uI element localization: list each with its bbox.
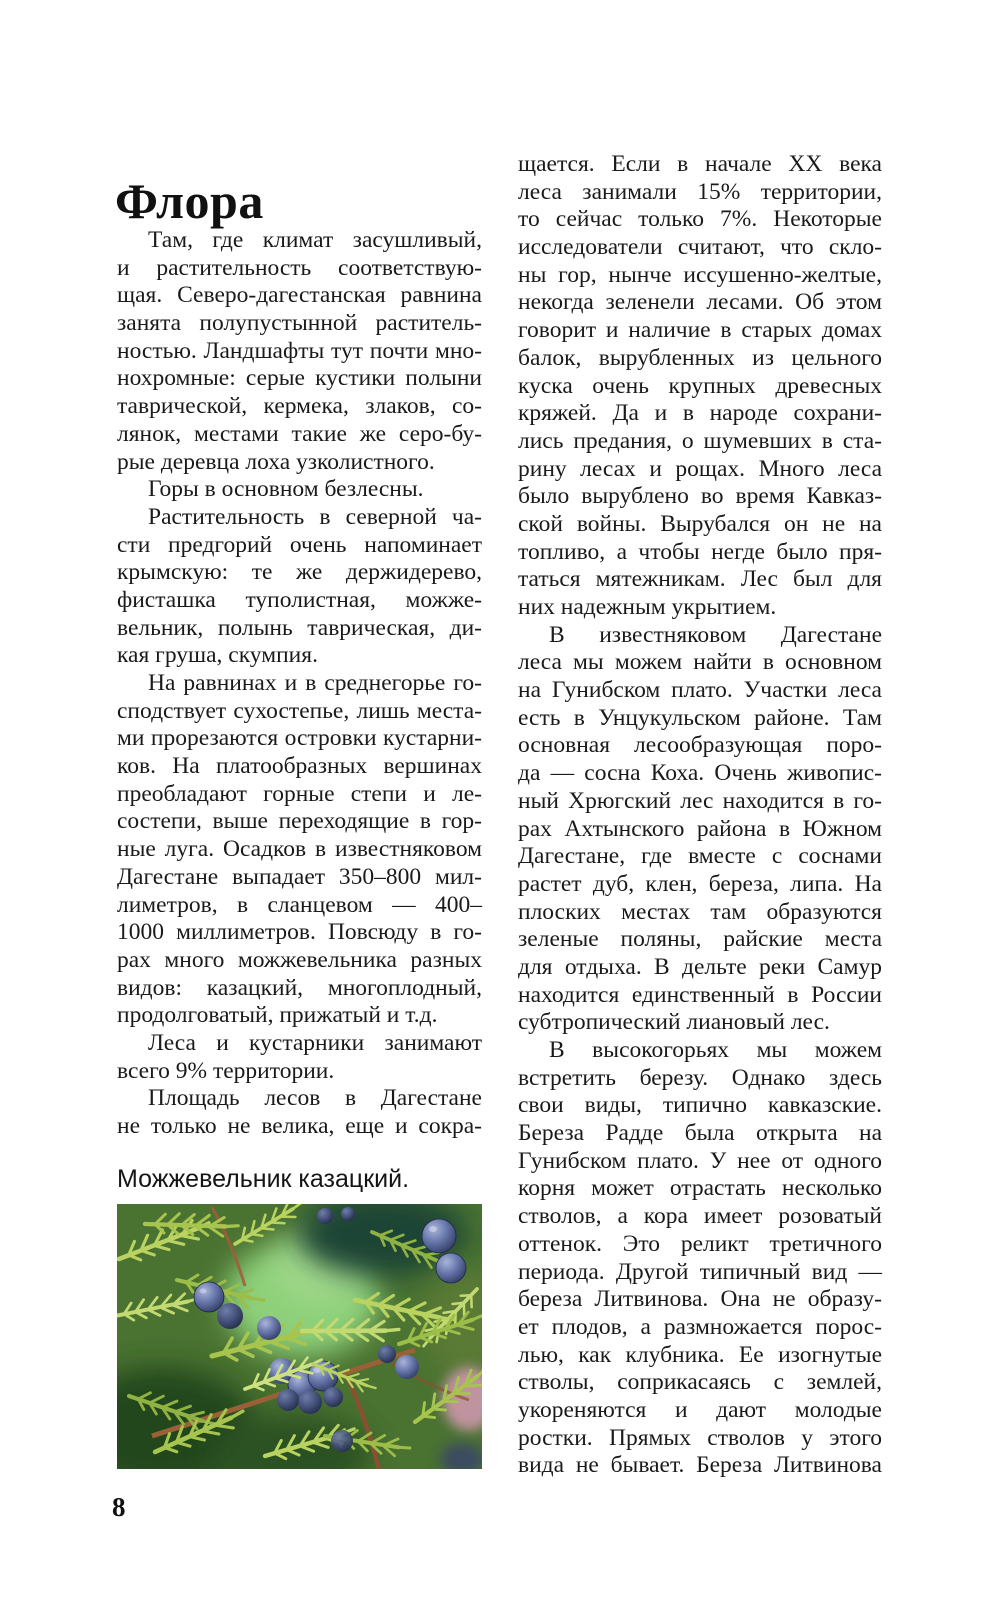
text-line: кряжей. Да и в народе сохрани- (518, 400, 882, 427)
text-line: и растительность соответствую- (117, 254, 482, 281)
text-line: укореняются и дают молодые (518, 1396, 882, 1423)
text-line: вельник, полынь таврическая, ди- (117, 614, 482, 641)
text-line: на Гунибском плато. Участки леса (518, 677, 882, 704)
text-line: Дагестане, где вместе с соснами (518, 843, 882, 870)
text-line: них надежным укрытием. (518, 594, 777, 620)
text-line: продолговатый, прижатый и т.д. (117, 1002, 438, 1029)
text-line: ской войны. Вырубался он не на (518, 510, 882, 537)
text-line: леса мы можем найти в основном (518, 649, 882, 676)
text-line: периода. Другой типичный вид — (518, 1258, 882, 1285)
text-line: было вырублено во время Кавказ- (518, 483, 882, 510)
page-number: 8 (112, 1492, 126, 1522)
text-line: преобладают горные степи и ле- (117, 780, 482, 807)
text-line: топливо, а чтобы негде было пря- (518, 538, 882, 565)
text-line: таврической, кермека, злаков, со- (117, 393, 482, 420)
text-line: ностью. Ландшафты тут почти мно- (117, 337, 482, 364)
text-line: кая груша, скумпия. (117, 642, 318, 669)
text-line: ны гор, нынче иссушенно-желтые, (518, 261, 882, 288)
text-line: На равнинах и в среднегорье го- (148, 670, 482, 696)
text-line: свои виды, типично кавказские. (518, 1092, 882, 1119)
text-line: основная лесообразующая поро- (518, 732, 882, 759)
text-line: занята полупустынной раститель- (117, 310, 482, 337)
text-line: корня может отрастать несколько (518, 1175, 882, 1202)
text-line: растет дуб, клен, береза, липа. На (518, 870, 882, 897)
text-line: В известняковом Дагестане (549, 621, 882, 648)
text-line: ми прорезаются островки кустарни- (117, 725, 482, 752)
text-line: таться мятежникам. Лес был для (518, 566, 882, 593)
text-line: Площадь лесов в Дагестане (148, 1085, 482, 1112)
photo-caption: Можжевельник казацкий. (117, 1165, 410, 1193)
text-line: береза Литвинова. Она не образу- (518, 1286, 882, 1313)
text-line: Там, где климат засушливый, (148, 227, 482, 253)
text-line: рину лесах и рощах. Много леса (518, 455, 882, 482)
text-line: Леса и кустарники занимают (148, 1029, 482, 1056)
text-line: встретить березу. Однако здесь (518, 1064, 882, 1091)
text-line: Береза Радде была открыта на (518, 1120, 882, 1147)
text-line: некогда зеленели лесами. Об этом (518, 289, 882, 316)
right-column (518, 151, 882, 1480)
text-line: крымскую: те же держидерево, (117, 559, 482, 586)
text-line: есть в Унцукульском районе. Там (518, 704, 882, 731)
text-line: щается. Если в начале XX века (518, 151, 882, 177)
text-line: зеленые поляны, райские места (518, 926, 882, 953)
text-line: Дагестане выпадает 350–800 мил- (117, 863, 482, 890)
text-line: находится единственный в России (518, 981, 882, 1008)
text-line: сподствует сухостепье, лишь места- (117, 697, 482, 724)
text-line: лиметров, в сланцевом — 400– (117, 891, 482, 918)
text-line: рые деревца лоха узколистного. (117, 448, 435, 475)
text-line: то сейчас только 7%. Некоторые (518, 206, 882, 233)
text-line: вида не бывает. Береза Литвинова (518, 1452, 882, 1479)
text-line: плоских местах там образуются (518, 898, 882, 925)
text-line: стволы, соприкасаясь с землей, (518, 1369, 882, 1396)
text-line: леса занимали 15% территории, (518, 178, 882, 205)
text-line: куска очень крупных древесных (518, 372, 882, 399)
text-line: рах Ахтынского района в Южном (518, 815, 882, 842)
juniper-photo (117, 1204, 482, 1469)
text-line: рах много можжевельника разных (117, 946, 482, 973)
text-line: щая. Северо-дагестанская равнина (117, 282, 482, 309)
text-line: субтропический лиановый лес. (518, 1009, 830, 1036)
text-line: оттенок. Это реликт третичного (518, 1230, 882, 1257)
page-title: Флора (115, 172, 264, 229)
text-line: состепи, выше переходящие в гор- (117, 808, 482, 835)
text-line: Горы в основном безлесны. (148, 476, 424, 503)
text-line: сти предгорий очень напоминает (117, 531, 482, 558)
text-line: видов: казацкий, многоплодный, (117, 974, 482, 1001)
text-line: нохромные: серые кустики полыни (117, 365, 482, 392)
text-line: да — сосна Коха. Очень живопис- (518, 760, 882, 787)
text-line: говорит и наличие в старых домах (518, 317, 882, 344)
text-line: для отдыха. В дельте реки Самур (518, 953, 882, 980)
text-line: 1000 миллиметров. Повсюду в го- (117, 919, 482, 946)
text-line: Растительность в северной ча- (148, 503, 482, 530)
text-line: ростки. Прямых стволов у этого (518, 1424, 882, 1451)
text-line: всего 9% территории. (117, 1057, 335, 1084)
text-line: В высокогорьях мы можем (549, 1037, 882, 1063)
text-line: стволов, а кора имеет розоватый (518, 1203, 882, 1230)
text-line: балок, вырубленных из цельного (518, 344, 882, 371)
text-line: ков. На платообразных вершинах (117, 753, 482, 780)
left-column (117, 227, 482, 1141)
text-line: ет плодов, а размножается порос- (518, 1313, 882, 1340)
text-line: лянок, местами такие же серо-бу- (117, 420, 482, 447)
text-line: лью, как клубника. Ее изогнутые (518, 1341, 882, 1368)
text-line: лись предания, о шумевших в ста- (518, 427, 882, 454)
text-line: Гунибском плато. У нее от одного (518, 1147, 882, 1174)
juniper-photo-illustration (117, 1204, 482, 1469)
text-line: ные луга. Осадков в известняковом (117, 836, 482, 863)
text-line: ный Хрюгский лес находится в го- (518, 787, 882, 814)
text-line: не только не велика, еще и сокра- (117, 1113, 482, 1139)
text-line: фисташка туполистная, можже- (117, 586, 482, 613)
text-line: исследователи считают, что скло- (518, 234, 882, 261)
